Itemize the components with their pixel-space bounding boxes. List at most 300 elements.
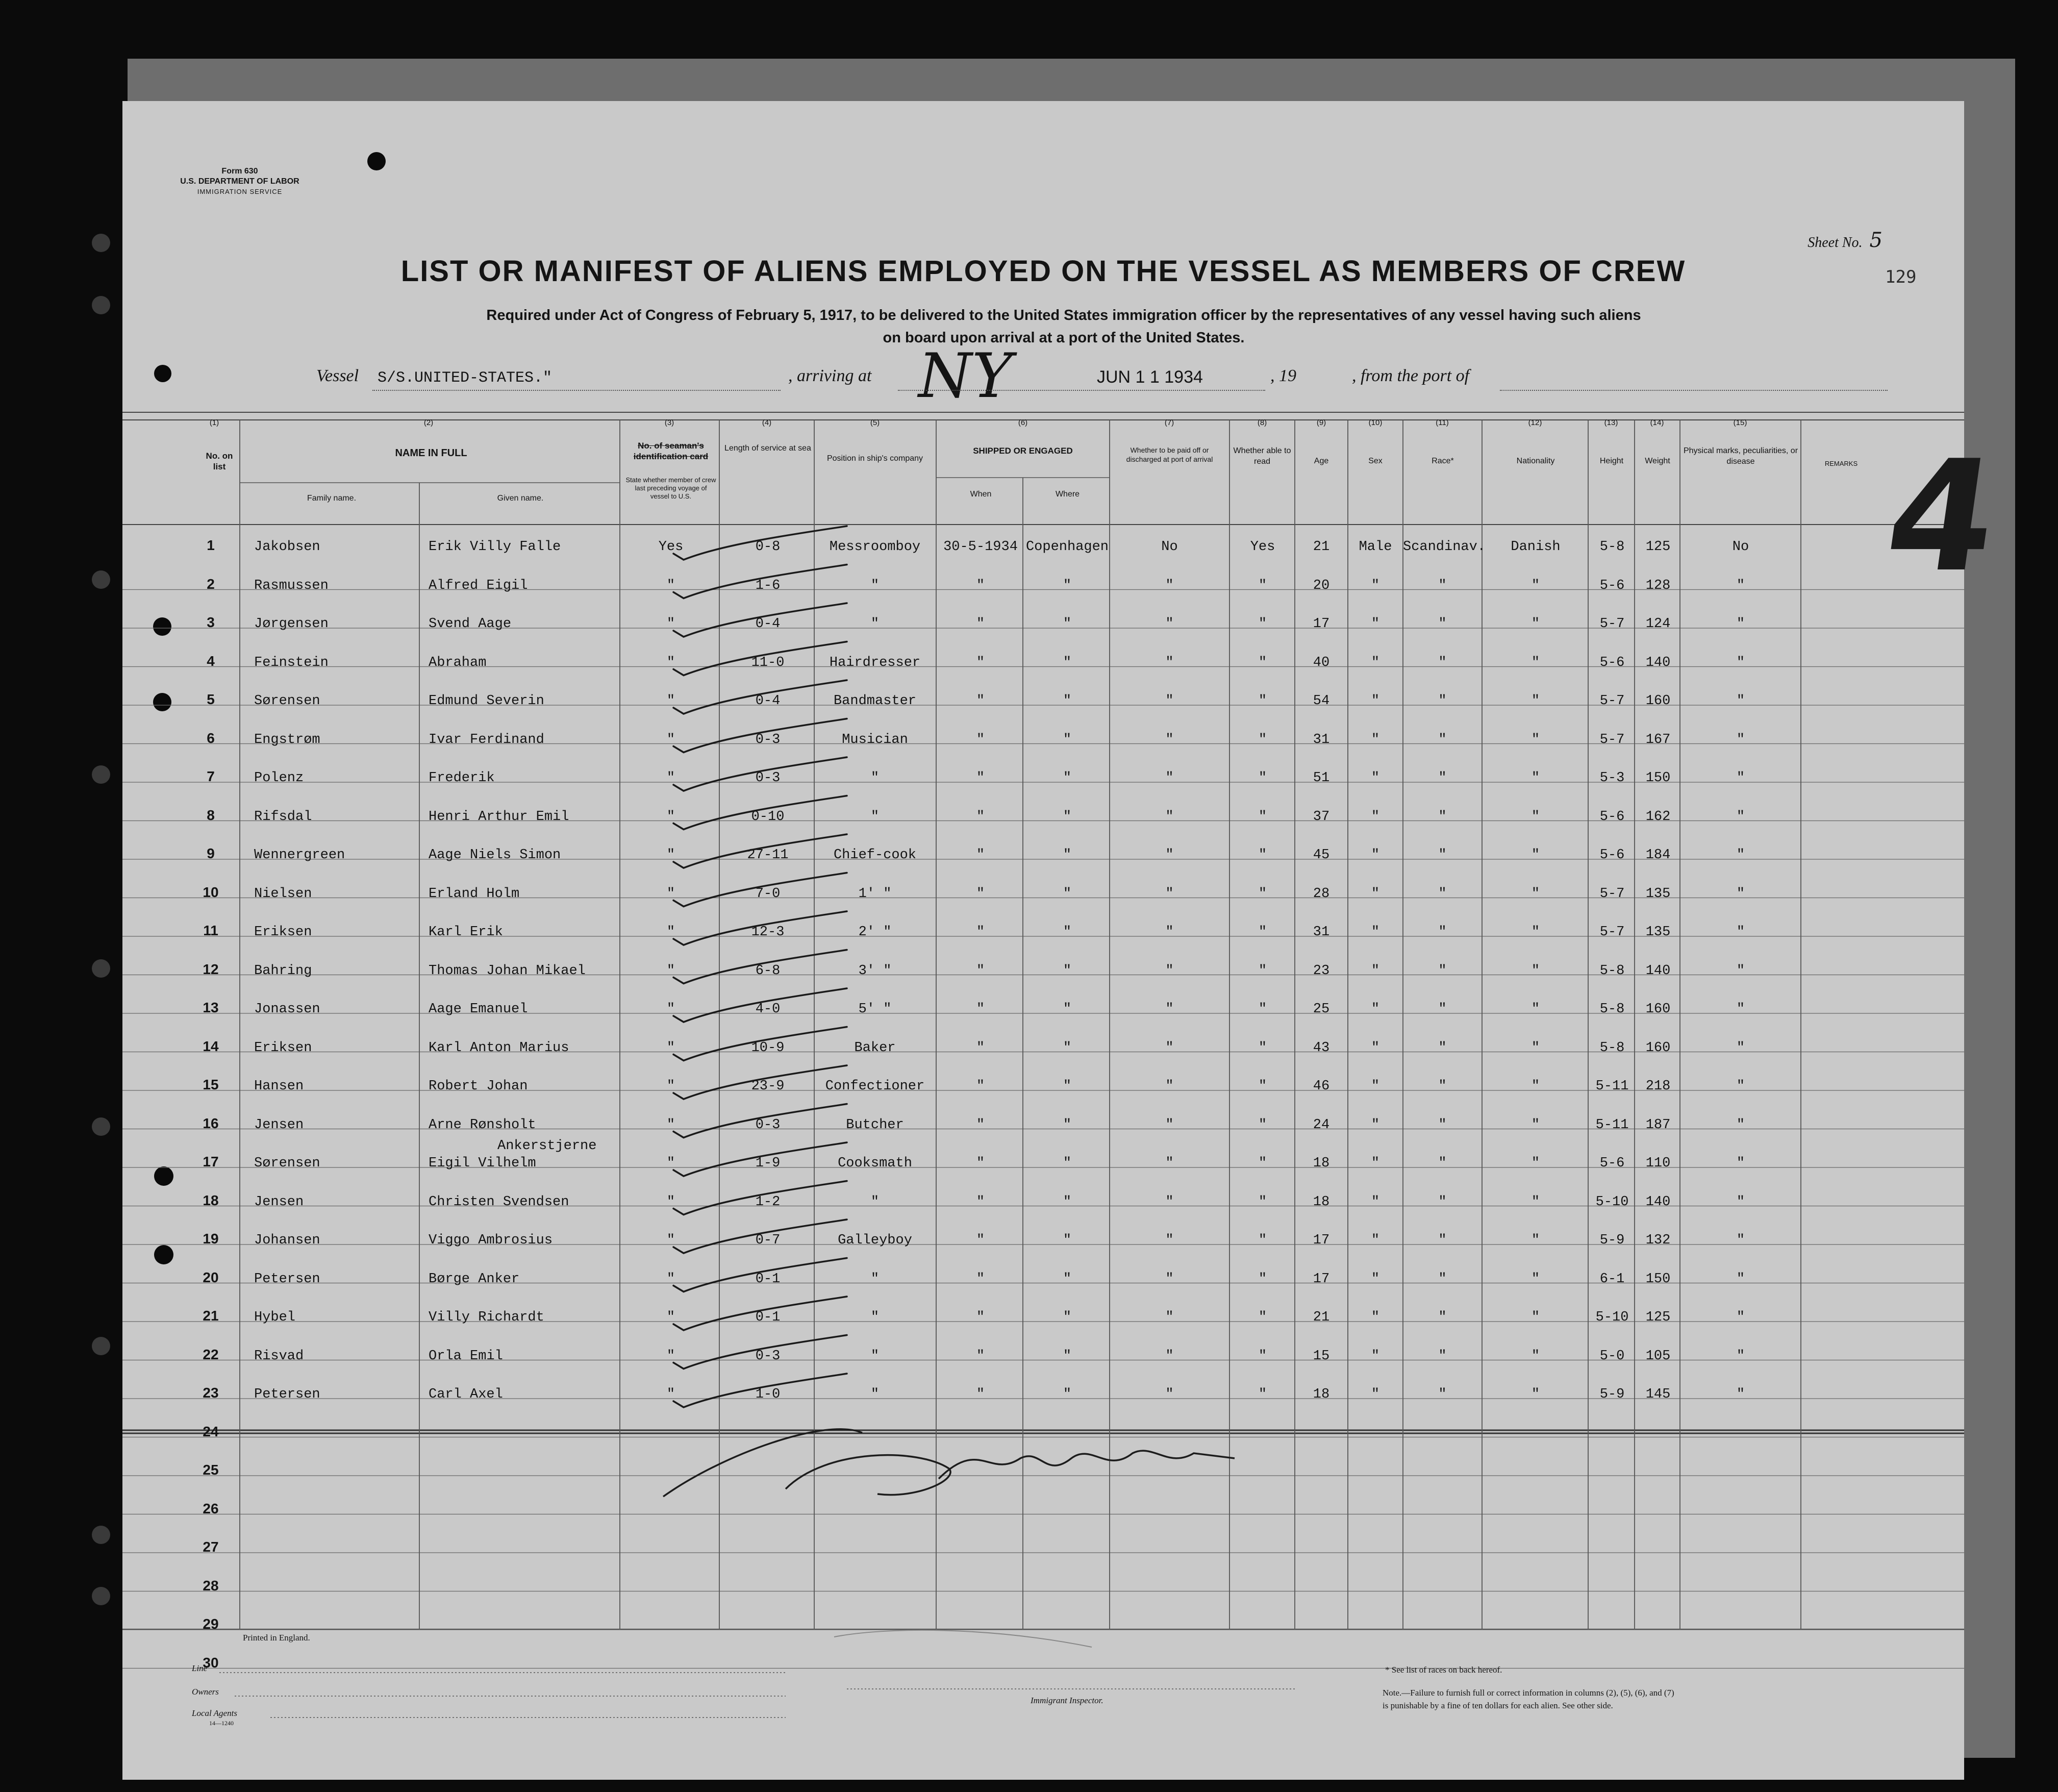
cell-family: Eriksen <box>254 1040 312 1056</box>
cell-when: " <box>976 1310 985 1325</box>
cell-paid: " <box>1165 578 1174 593</box>
header-height: Height <box>1599 457 1624 465</box>
cell-paid: " <box>1165 1040 1174 1056</box>
row-number: 23 <box>203 1385 219 1401</box>
cell-given: Viggo Ambrosius <box>429 1233 553 1248</box>
cell-family: Wennergreen <box>254 848 345 863</box>
col-13-number: (13) <box>1604 418 1618 427</box>
cell-age: 20 <box>1313 578 1330 593</box>
cell-position: Baker <box>854 1040 896 1056</box>
row-number-empty: 30 <box>203 1654 219 1671</box>
cell-age: 18 <box>1313 1387 1330 1402</box>
cell-paid: " <box>1165 1117 1174 1133</box>
cell-read: " <box>1258 848 1267 863</box>
cell-where: " <box>1063 809 1072 825</box>
cell-weight: 128 <box>1645 578 1671 593</box>
row-number: 3 <box>207 614 215 630</box>
cell-race: " <box>1438 1271 1447 1287</box>
cell-given: Christen Svendsen <box>429 1194 569 1210</box>
cell-sex: " <box>1371 1233 1380 1248</box>
cell-read: " <box>1258 809 1267 825</box>
cell-paid: " <box>1165 848 1174 863</box>
cell-paid: " <box>1165 770 1174 786</box>
cell-nationality: " <box>1531 1002 1540 1017</box>
col-4-number: (4) <box>762 418 772 427</box>
cell-race: " <box>1438 616 1447 632</box>
cell-prev: " <box>666 770 675 786</box>
cell-given: Aage Emanuel <box>429 1002 528 1017</box>
cell-marks: No <box>1732 539 1749 555</box>
cell-age: 25 <box>1313 1002 1330 1017</box>
cell-read: " <box>1258 1117 1267 1133</box>
cell-race: " <box>1438 693 1447 709</box>
col-11-number: (11) <box>1436 418 1449 427</box>
cell-marks: " <box>1736 1387 1745 1402</box>
cell-family: Hybel <box>254 1310 296 1325</box>
cell-nationality: " <box>1531 1040 1540 1056</box>
cell-when: " <box>976 655 985 670</box>
cell-family: Engstrøm <box>254 732 320 748</box>
cell-paid: " <box>1165 1156 1174 1171</box>
header-length-of-service: Length of service at sea <box>724 444 811 453</box>
cell-weight: 145 <box>1645 1387 1671 1402</box>
footer-lines <box>122 101 1964 1780</box>
col-2-number: (2) <box>423 418 434 427</box>
cell-given: Eigil Vilhelm <box>429 1156 536 1171</box>
cell-prev: " <box>666 1387 675 1402</box>
header-when: When <box>970 490 992 499</box>
cell-paid: " <box>1165 732 1174 748</box>
manifest-sheet <box>122 101 2008 1780</box>
cell-race: " <box>1438 1156 1447 1171</box>
cell-sex: " <box>1371 732 1380 748</box>
cell-where: " <box>1063 693 1072 709</box>
row-number: 20 <box>203 1269 219 1285</box>
cell-marks: " <box>1736 848 1745 863</box>
cell-prev: " <box>666 1079 675 1094</box>
cell-where: " <box>1063 1348 1072 1364</box>
cell-prev: " <box>666 848 675 863</box>
cell-prev: " <box>666 1002 675 1017</box>
col-1-number: (1) <box>209 418 219 427</box>
cell-service: 0-10 <box>751 809 785 825</box>
cell-service: 0-3 <box>755 1117 781 1133</box>
cell-family: Rasmussen <box>254 578 329 593</box>
cell-position: Musician <box>842 732 908 748</box>
cell-height: 5-8 <box>1599 1002 1625 1017</box>
cell-position: " <box>870 770 880 786</box>
cell-marks: " <box>1736 1310 1745 1325</box>
cell-where: " <box>1063 1117 1072 1133</box>
cell-race: " <box>1438 655 1447 670</box>
cell-nationality: " <box>1531 1233 1540 1248</box>
cell-age: 15 <box>1313 1348 1330 1364</box>
cell-height: 5-8 <box>1599 1040 1625 1056</box>
cell-paid: " <box>1165 1002 1174 1017</box>
cell-position: " <box>870 1348 880 1364</box>
cell-where: " <box>1063 770 1072 786</box>
row-number: 13 <box>203 1000 219 1015</box>
binder-hole <box>92 1587 110 1605</box>
row-number: 19 <box>203 1231 219 1247</box>
cell-nationality: " <box>1531 963 1540 979</box>
cell-age: 21 <box>1313 539 1330 555</box>
cell-position: " <box>870 1310 880 1325</box>
cell-prev: " <box>666 655 675 670</box>
cell-position: Confectioner <box>825 1079 925 1094</box>
sheet-value: 5 <box>1869 229 1883 252</box>
cell-service: 1-0 <box>755 1387 781 1402</box>
cell-when: " <box>976 1233 985 1248</box>
cell-nationality: " <box>1531 770 1540 786</box>
cell-given: Arne Rønsholt <box>429 1117 536 1133</box>
cell-service: 0-8 <box>755 539 781 555</box>
cell-position: Chief-cook <box>833 848 917 863</box>
row-number-empty: 28 <box>203 1577 219 1594</box>
row-number: 16 <box>203 1115 219 1131</box>
cell-where: " <box>1063 1156 1072 1171</box>
footer-form-code: 14—1240 <box>209 1720 234 1727</box>
cell-given: Erland Holm <box>429 886 520 902</box>
row-number: 12 <box>203 961 219 977</box>
footer-note-2: is punishable by a fine of ten dollars for each alien. See other side. <box>1383 1701 1613 1710</box>
cell-family: Hansen <box>254 1079 304 1094</box>
cell-weight: 160 <box>1645 1002 1671 1017</box>
cell-weight: 140 <box>1645 655 1671 670</box>
row-number-empty: 26 <box>203 1500 219 1516</box>
vessel-label: Vessel <box>316 366 359 385</box>
cell-position: Messroomboy <box>829 539 921 555</box>
cell-age: 54 <box>1313 693 1330 709</box>
cell-when: " <box>976 1156 985 1171</box>
cell-paid: " <box>1165 1387 1174 1402</box>
cell-marks: " <box>1736 1079 1745 1094</box>
cell-race: " <box>1438 732 1447 748</box>
header-nationality: Nationality <box>1516 457 1555 465</box>
cell-marks: " <box>1736 1348 1745 1364</box>
cell-given: Erik Villy Falle <box>429 539 561 555</box>
footer-local-agents-label: Local Agents <box>192 1708 237 1718</box>
cell-given: Svend Aage <box>429 616 512 632</box>
cell-position: " <box>870 1194 880 1210</box>
cell-family: Nielsen <box>254 886 312 902</box>
cell-read: " <box>1258 1002 1267 1017</box>
cell-sex: " <box>1371 1348 1380 1364</box>
cell-service: 0-7 <box>755 1233 781 1248</box>
form-number: Form 630 <box>221 167 258 176</box>
cell-sex: " <box>1371 1310 1380 1325</box>
cell-age: 51 <box>1313 770 1330 786</box>
cell-nationality: " <box>1531 925 1540 940</box>
cell-where: " <box>1063 1310 1072 1325</box>
row-number: 5 <box>207 691 215 707</box>
subtitle-line-1: Required under Act of Congress of February 5, 1917, to be delivered to the United States immigration officer by the representatives of any vessel having such aliens <box>486 307 1641 323</box>
cell-prev: " <box>666 1194 675 1210</box>
cell-prev: " <box>666 732 675 748</box>
cell-prev: " <box>666 1117 675 1133</box>
cell-family: Eriksen <box>254 925 312 940</box>
cell-family: Sørensen <box>254 1156 320 1171</box>
cell-read: " <box>1258 693 1267 709</box>
cell-service: 0-3 <box>755 1348 781 1364</box>
header-paid-off: Whether to be paid off or discharged at port of arrival <box>1126 446 1213 463</box>
header-race: Race* <box>1432 457 1454 465</box>
header-sex: Sex <box>1368 457 1383 465</box>
cell-when: " <box>976 1348 985 1364</box>
cell-height: 5-9 <box>1599 1233 1625 1248</box>
cell-read: " <box>1258 578 1267 593</box>
cell-marks: " <box>1736 732 1745 748</box>
header-position: Position in ship's company <box>826 454 923 463</box>
cell-position: " <box>870 616 880 632</box>
cell-paid: " <box>1165 693 1174 709</box>
cell-nationality: " <box>1531 1271 1540 1287</box>
arriving-label: , arriving at <box>788 366 872 385</box>
document-title: LIST OR MANIFEST OF ALIENS EMPLOYED ON THE VESSEL AS MEMBERS OF CREW <box>400 255 1686 288</box>
cell-marks: " <box>1736 809 1745 825</box>
header-given-name: Given name. <box>497 494 544 503</box>
cell-height: 5-6 <box>1599 655 1625 670</box>
row-number: 8 <box>207 807 215 823</box>
cell-height: 5-6 <box>1599 848 1625 863</box>
cell-marks: " <box>1736 1233 1745 1248</box>
row-number: 22 <box>203 1346 219 1362</box>
binder-hole <box>92 570 110 589</box>
cell-race: " <box>1438 1233 1447 1248</box>
cell-service: 0-1 <box>755 1271 781 1287</box>
cell-sex: " <box>1371 886 1380 902</box>
cell-when: " <box>976 1194 985 1210</box>
cell-race: Scandinav. <box>1403 539 1486 555</box>
cell-age: 17 <box>1313 1233 1330 1248</box>
cell-paid: " <box>1165 963 1174 979</box>
cell-height: 5-7 <box>1599 732 1625 748</box>
row-number: 2 <box>207 576 215 592</box>
cell-family: Jensen <box>254 1194 304 1210</box>
cell-nationality: " <box>1531 848 1540 863</box>
cell-read: " <box>1258 1233 1267 1248</box>
cell-height: 5-7 <box>1599 616 1625 632</box>
cell-age: 18 <box>1313 1156 1330 1171</box>
cell-height: 5-7 <box>1599 693 1625 709</box>
cell-race: " <box>1438 809 1447 825</box>
cell-family: Bahring <box>254 963 312 979</box>
cell-read: " <box>1258 1348 1267 1364</box>
cell-when: " <box>976 925 985 940</box>
cell-where: Copenhagen <box>1025 539 1109 555</box>
cell-where: " <box>1063 886 1072 902</box>
cell-weight: 135 <box>1645 886 1671 902</box>
row-number: 11 <box>203 923 218 938</box>
cell-service: 1-6 <box>755 578 781 593</box>
cell-service: 0-4 <box>755 616 781 632</box>
cell-where: " <box>1063 1271 1072 1287</box>
cell-given: Robert Johan <box>429 1079 528 1094</box>
cell-position: Hairdresser <box>829 655 921 670</box>
cell-age: 24 <box>1313 1117 1330 1133</box>
cell-age: 31 <box>1313 925 1330 940</box>
cell-when: " <box>976 1002 985 1017</box>
cell-read: " <box>1258 1040 1267 1056</box>
cell-sex: Male <box>1359 539 1392 555</box>
cell-marks: " <box>1736 886 1745 902</box>
cell-height: 6-1 <box>1599 1271 1625 1287</box>
cell-family: Sørensen <box>254 693 320 709</box>
cell-where: " <box>1063 1194 1072 1210</box>
cell-nationality: " <box>1531 809 1540 825</box>
cell-nationality: " <box>1531 1156 1540 1171</box>
cell-sex: " <box>1371 1117 1380 1133</box>
cell-prev: Yes <box>658 539 684 555</box>
row-number: 15 <box>203 1077 219 1092</box>
cell-prev: " <box>666 1271 675 1287</box>
cell-read: " <box>1258 1310 1267 1325</box>
binder-hole <box>92 1526 110 1544</box>
cell-paid: " <box>1165 886 1174 902</box>
cell-where: " <box>1063 925 1072 940</box>
binder-hole <box>92 1117 110 1136</box>
cell-position: Bandmaster <box>833 693 917 709</box>
cell-race: " <box>1438 1387 1447 1402</box>
cell-where: " <box>1063 578 1072 593</box>
cell-nationality: " <box>1531 578 1540 593</box>
col-6-number: (6) <box>1018 418 1028 427</box>
cell-service: 1-2 <box>755 1194 781 1210</box>
cell-where: " <box>1063 1079 1072 1094</box>
cell-weight: 167 <box>1645 732 1671 748</box>
cell-given-name-addition: Ankerstjerne <box>497 1138 597 1154</box>
cell-read: " <box>1258 963 1267 979</box>
cell-given: Henri Arthur Emil <box>429 809 569 825</box>
cell-family: Jakobsen <box>254 539 320 555</box>
cell-height: 5-7 <box>1599 925 1625 940</box>
cell-weight: 218 <box>1645 1079 1671 1094</box>
cell-service: 0-3 <box>755 770 781 786</box>
cell-sex: " <box>1371 1156 1380 1171</box>
cell-family: Jonassen <box>254 1002 320 1017</box>
cell-sex: " <box>1371 848 1380 863</box>
cell-nationality: " <box>1531 616 1540 632</box>
cell-where: " <box>1063 1002 1072 1017</box>
cell-paid: " <box>1165 616 1174 632</box>
header-shipped-engaged: SHIPPED OR ENGAGED <box>973 446 1073 456</box>
cell-marks: " <box>1736 1117 1745 1133</box>
cell-given: Edmund Severin <box>429 693 544 709</box>
row-number: 17 <box>203 1154 219 1169</box>
cell-service: 0-3 <box>755 732 781 748</box>
cell-prev: " <box>666 616 675 632</box>
col-14-number: (14) <box>1650 418 1664 427</box>
margin-mark: 4 <box>1876 428 2008 606</box>
cell-given: Alfred Eigil <box>429 578 528 593</box>
cell-race: " <box>1438 1040 1447 1056</box>
cell-where: " <box>1063 1387 1072 1402</box>
header-age: Age <box>1314 457 1329 465</box>
cell-where: " <box>1063 655 1072 670</box>
cell-age: 21 <box>1313 1310 1330 1325</box>
cell-nationality: " <box>1531 886 1540 902</box>
cell-family: Petersen <box>254 1387 320 1402</box>
year-label: , 19 <box>1270 366 1296 385</box>
cell-given: Thomas Johan Mikael <box>429 963 586 979</box>
col-12-number: (12) <box>1528 418 1542 427</box>
cell-position: Butcher <box>846 1117 904 1133</box>
row-number: 21 <box>203 1308 219 1324</box>
cell-service: 4-0 <box>755 1002 781 1017</box>
cell-height: 5-11 <box>1595 1117 1629 1133</box>
cell-paid: " <box>1165 1310 1174 1325</box>
cell-read: " <box>1258 1079 1267 1094</box>
binder-hole <box>92 959 110 978</box>
cell-sex: " <box>1371 1387 1380 1402</box>
cell-paid: " <box>1165 925 1174 940</box>
row-number-empty: 29 <box>203 1616 219 1632</box>
cell-where: " <box>1063 963 1072 979</box>
cell-service: 12-3 <box>751 925 785 940</box>
col-9-number: (9) <box>1316 418 1326 427</box>
cell-read: " <box>1258 616 1267 632</box>
cell-marks: " <box>1736 578 1745 593</box>
cell-when: " <box>976 809 985 825</box>
cell-prev: " <box>666 1040 675 1056</box>
cell-age: 31 <box>1313 732 1330 748</box>
cell-nationality: " <box>1531 655 1540 670</box>
note-label: Note. <box>1383 1688 1402 1698</box>
cell-weight: 160 <box>1645 1040 1671 1056</box>
cell-race: " <box>1438 1348 1447 1364</box>
binder-hole <box>92 234 110 252</box>
cell-given: Orla Emil <box>429 1348 503 1364</box>
cell-paid: " <box>1165 809 1174 825</box>
cell-read: " <box>1258 1387 1267 1402</box>
vessel-name: S/S.UNITED-STATES." <box>378 369 553 387</box>
cell-prev: " <box>666 1233 675 1248</box>
row-number: 1 <box>207 537 215 553</box>
cell-marks: " <box>1736 655 1745 670</box>
cell-height: 5-8 <box>1599 539 1625 555</box>
cell-prev: " <box>666 578 675 593</box>
cell-when: " <box>976 1117 985 1133</box>
service: IMMIGRATION SERVICE <box>197 188 283 195</box>
cell-height: 5-3 <box>1599 770 1625 786</box>
header-where: Where <box>1055 490 1080 499</box>
cell-race: " <box>1438 578 1447 593</box>
cell-given: Karl Anton Marius <box>429 1040 569 1056</box>
header-name-in-full: NAME IN FULL <box>395 447 467 459</box>
header-family-name: Family name. <box>307 494 357 503</box>
col-8-number: (8) <box>1257 418 1267 427</box>
header-id-card-struck: No. of seaman's identification card <box>633 441 709 461</box>
cell-where: " <box>1063 848 1072 863</box>
cell-sex: " <box>1371 578 1380 593</box>
cell-marks: " <box>1736 925 1745 940</box>
cell-weight: 160 <box>1645 693 1671 709</box>
cell-height: 5-6 <box>1599 578 1625 593</box>
cell-marks: " <box>1736 1156 1745 1171</box>
cell-read: Yes <box>1250 539 1275 555</box>
cell-position: 3' " <box>858 963 892 979</box>
cell-when: " <box>976 616 985 632</box>
cell-age: 46 <box>1313 1079 1330 1094</box>
cell-prev: " <box>666 809 675 825</box>
cell-given: Aage Niels Simon <box>429 848 561 863</box>
cell-sex: " <box>1371 1040 1380 1056</box>
row-number: 18 <box>203 1192 219 1208</box>
cell-service: 1-9 <box>755 1156 781 1171</box>
cell-nationality: " <box>1531 1348 1540 1364</box>
cell-service: 27-11 <box>747 848 789 863</box>
cell-nationality: " <box>1531 732 1540 748</box>
